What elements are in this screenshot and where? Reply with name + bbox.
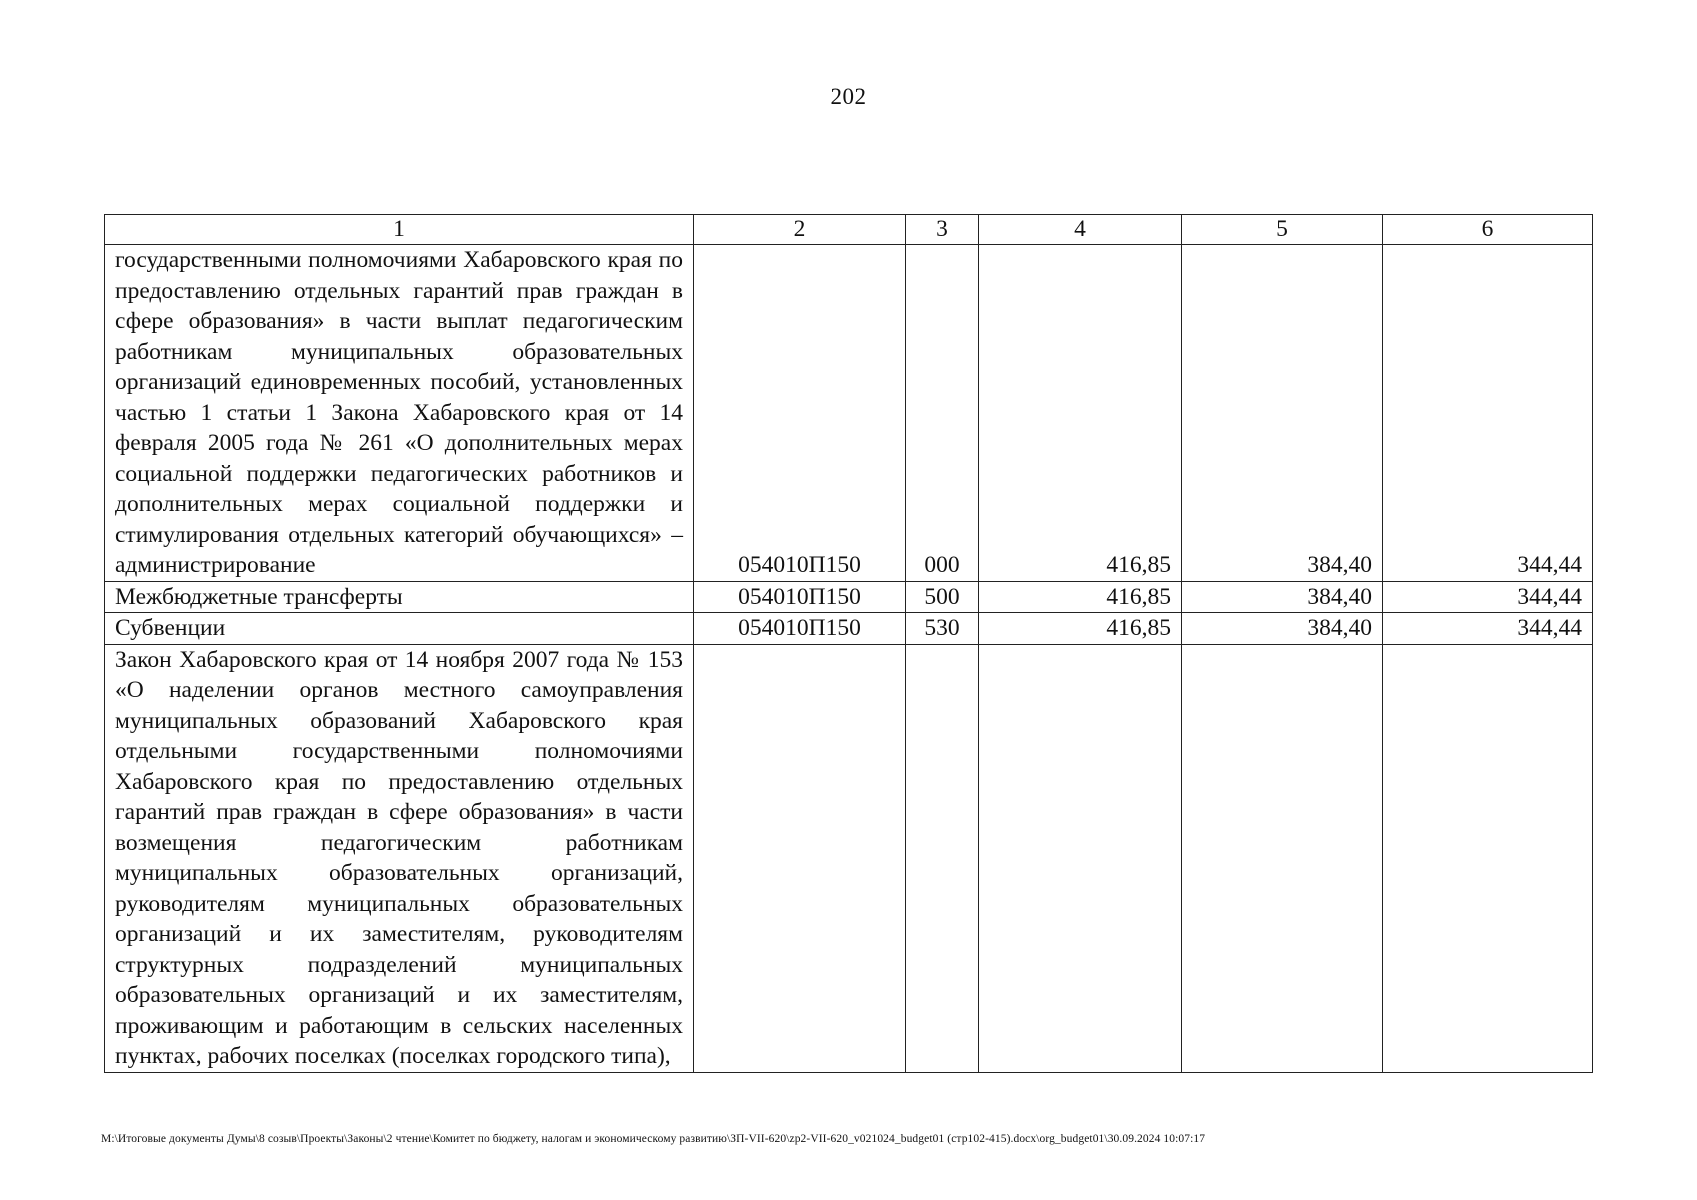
table-row [105,613,1593,645]
column-header-2: 2 [694,215,906,245]
budget-table [104,214,1593,1073]
target-article-code [694,644,906,1072]
column-header-6: 6 [1383,215,1593,245]
expense-type-code: 000 [906,245,979,582]
target-article-code: 054010П150 [694,613,906,645]
row-description: Закон Хабаровского края от 14 ноября 2007 года № 153 «О наделении органов местного самоуправления муниципальных образований Хабаровского края отдельными государственными полномочиями Хабаровского края по предоставлению отдельных гарантий прав граждан в сфере образования» в части возмещения педагогическим работникам муниципальных образовательных организаций, руководителям муниципальных образовательных организаций и их заместителям, руководителям структурных подразделений муниципальных образовательных организаций и их заместителям, проживающим и работающим в сельских населенных пунктах, рабочих поселках (поселках городского типа), [105,644,694,1072]
expense-type-code [906,644,979,1072]
amount-col-6: 344,44 [1383,581,1593,613]
amount-col-6: 344,44 [1383,613,1593,645]
amount-col-4: 416,85 [979,245,1182,582]
amount-col-5: 384,40 [1182,613,1383,645]
column-header-5: 5 [1182,215,1383,245]
amount-col-4: 416,85 [979,581,1182,613]
table-row [105,644,1593,1072]
table-row [105,245,1593,582]
amount-col-5 [1182,644,1383,1072]
page-number: 202 [830,84,867,109]
amount-col-5: 384,40 [1182,581,1383,613]
expense-type-code: 530 [906,613,979,645]
column-header-1: 1 [105,215,694,245]
amount-col-6: 344,44 [1383,245,1593,582]
column-header-3: 3 [906,215,979,245]
amount-col-5: 384,40 [1182,245,1383,582]
target-article-code: 054010П150 [694,581,906,613]
table-row [105,581,1593,613]
amount-col-4 [979,644,1182,1072]
amount-col-4: 416,85 [979,613,1182,645]
table-header-row [105,215,1593,245]
expense-type-code: 500 [906,581,979,613]
amount-col-6 [1383,644,1593,1072]
footer-file-path: M:\Итоговые документы Думы\8 созыв\Проекты\Законы\2 чтение\Комитет по бюджету, налогам и экономическому развитию\ЗП-VII-620\zp2-VII-620_v021024_budget01 (стр102-415).docx\org_budget01\30.09.2024 10:07:17 [101,1133,1206,1145]
target-article-code: 054010П150 [694,245,906,582]
row-description: государственными полномочиями Хабаровского края по предоставлению отдельных гарантий прав граждан в сфере образования» в части выплат педагогическим работникам муниципальных образовательных организаций единовременных пособий, установленных частью 1 статьи 1 Закона Хабаровского края от 14 февраля 2005 года № 261 «О дополнительных мерах социальной поддержки педагогических работников и дополнительных мерах социальной поддержки и стимулирования отдельных категорий обучающихся» – администрирование [105,245,694,582]
row-description: Субвенции [105,613,694,645]
row-description: Межбюджетные трансферты [105,581,694,613]
column-header-4: 4 [979,215,1182,245]
